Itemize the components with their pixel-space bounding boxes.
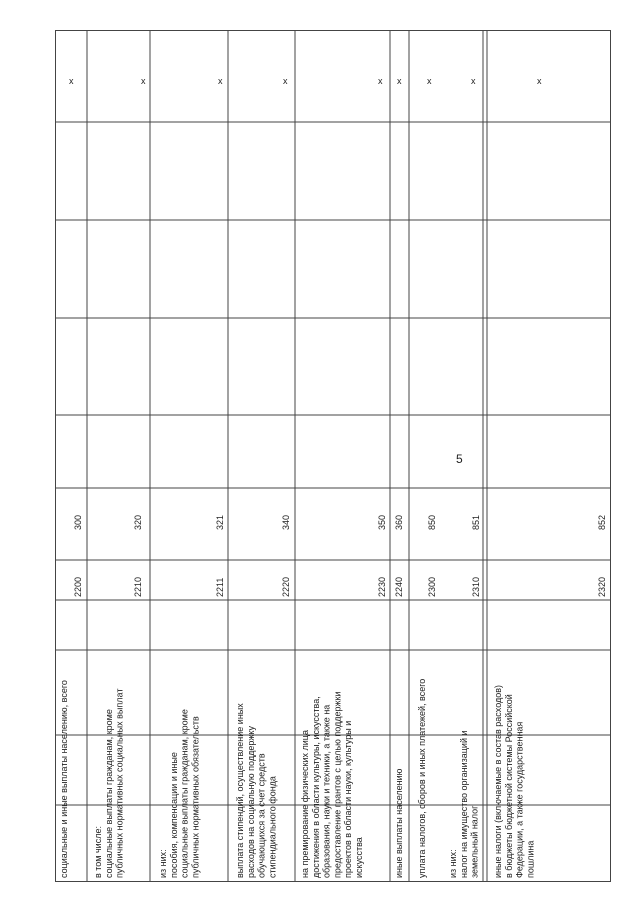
row-label: выплата стипендий, осуществление иных расходов на социальную поддержку обучающихся за счет средств стипендиального фонда bbox=[235, 703, 278, 878]
kbk-code: 320 bbox=[133, 514, 143, 530]
kbk-code: 360 bbox=[394, 514, 404, 530]
line-code: 2240 bbox=[394, 576, 404, 597]
row-label: иные налоги (включаемые в состав расходов) в бюджеты бюджетной системы Российской Федерации, а также государственная пошлина bbox=[493, 684, 536, 878]
kbk-code: 350 bbox=[377, 514, 387, 530]
line-code: 2210 bbox=[133, 576, 143, 597]
kbk-code: 300 bbox=[73, 514, 83, 530]
row-label: в том числе: социальные выплаты гражданам, кроме публичных нормативных социальных выплат bbox=[93, 688, 125, 878]
kbk-code: 321 bbox=[215, 514, 225, 530]
row-label: социальные и иные выплаты населению, всего bbox=[59, 680, 69, 878]
row-label: уплата налогов, сборов и иных платежей, всего bbox=[417, 678, 427, 878]
line-code: 2211 bbox=[215, 577, 225, 597]
cross-mark: x bbox=[141, 76, 146, 86]
page-number: 5 bbox=[456, 452, 463, 466]
line-code: 2220 bbox=[281, 576, 291, 597]
line-code: 2300 bbox=[427, 576, 437, 597]
kbk-code: 850 bbox=[427, 514, 437, 530]
cross-mark: x bbox=[69, 76, 74, 86]
line-code: 2310 bbox=[471, 576, 481, 597]
cross-mark: x bbox=[427, 76, 432, 86]
kbk-code: 852 bbox=[597, 514, 607, 530]
kbk-code: 851 bbox=[471, 514, 481, 530]
line-code: 2320 bbox=[597, 576, 607, 597]
row-label: из них: налог на имущество организаций и земельный налог bbox=[448, 730, 480, 878]
line-code: 2230 bbox=[377, 576, 387, 597]
row-label: из них: пособия, компенсации и иные социальные выплаты гражданам, кроме публичных нормативных обязательств bbox=[158, 709, 201, 878]
cross-mark: x bbox=[471, 76, 476, 86]
cross-mark: x bbox=[397, 76, 402, 86]
row-label: на премирование физических лица достижения в области культуры, искусства, образования, науки и техники, а также на предоставление грантов с целью поддержки проектов в области науки, культуры и искусства bbox=[300, 691, 364, 878]
cross-mark: x bbox=[378, 76, 383, 86]
cross-mark: x bbox=[283, 76, 288, 86]
budget-table bbox=[55, 30, 611, 882]
kbk-code: 340 bbox=[281, 514, 291, 530]
cross-mark: x bbox=[218, 76, 223, 86]
line-code: 2200 bbox=[73, 576, 83, 597]
row-label: иные выплаты населению bbox=[394, 768, 404, 878]
cross-mark: x bbox=[537, 76, 542, 86]
